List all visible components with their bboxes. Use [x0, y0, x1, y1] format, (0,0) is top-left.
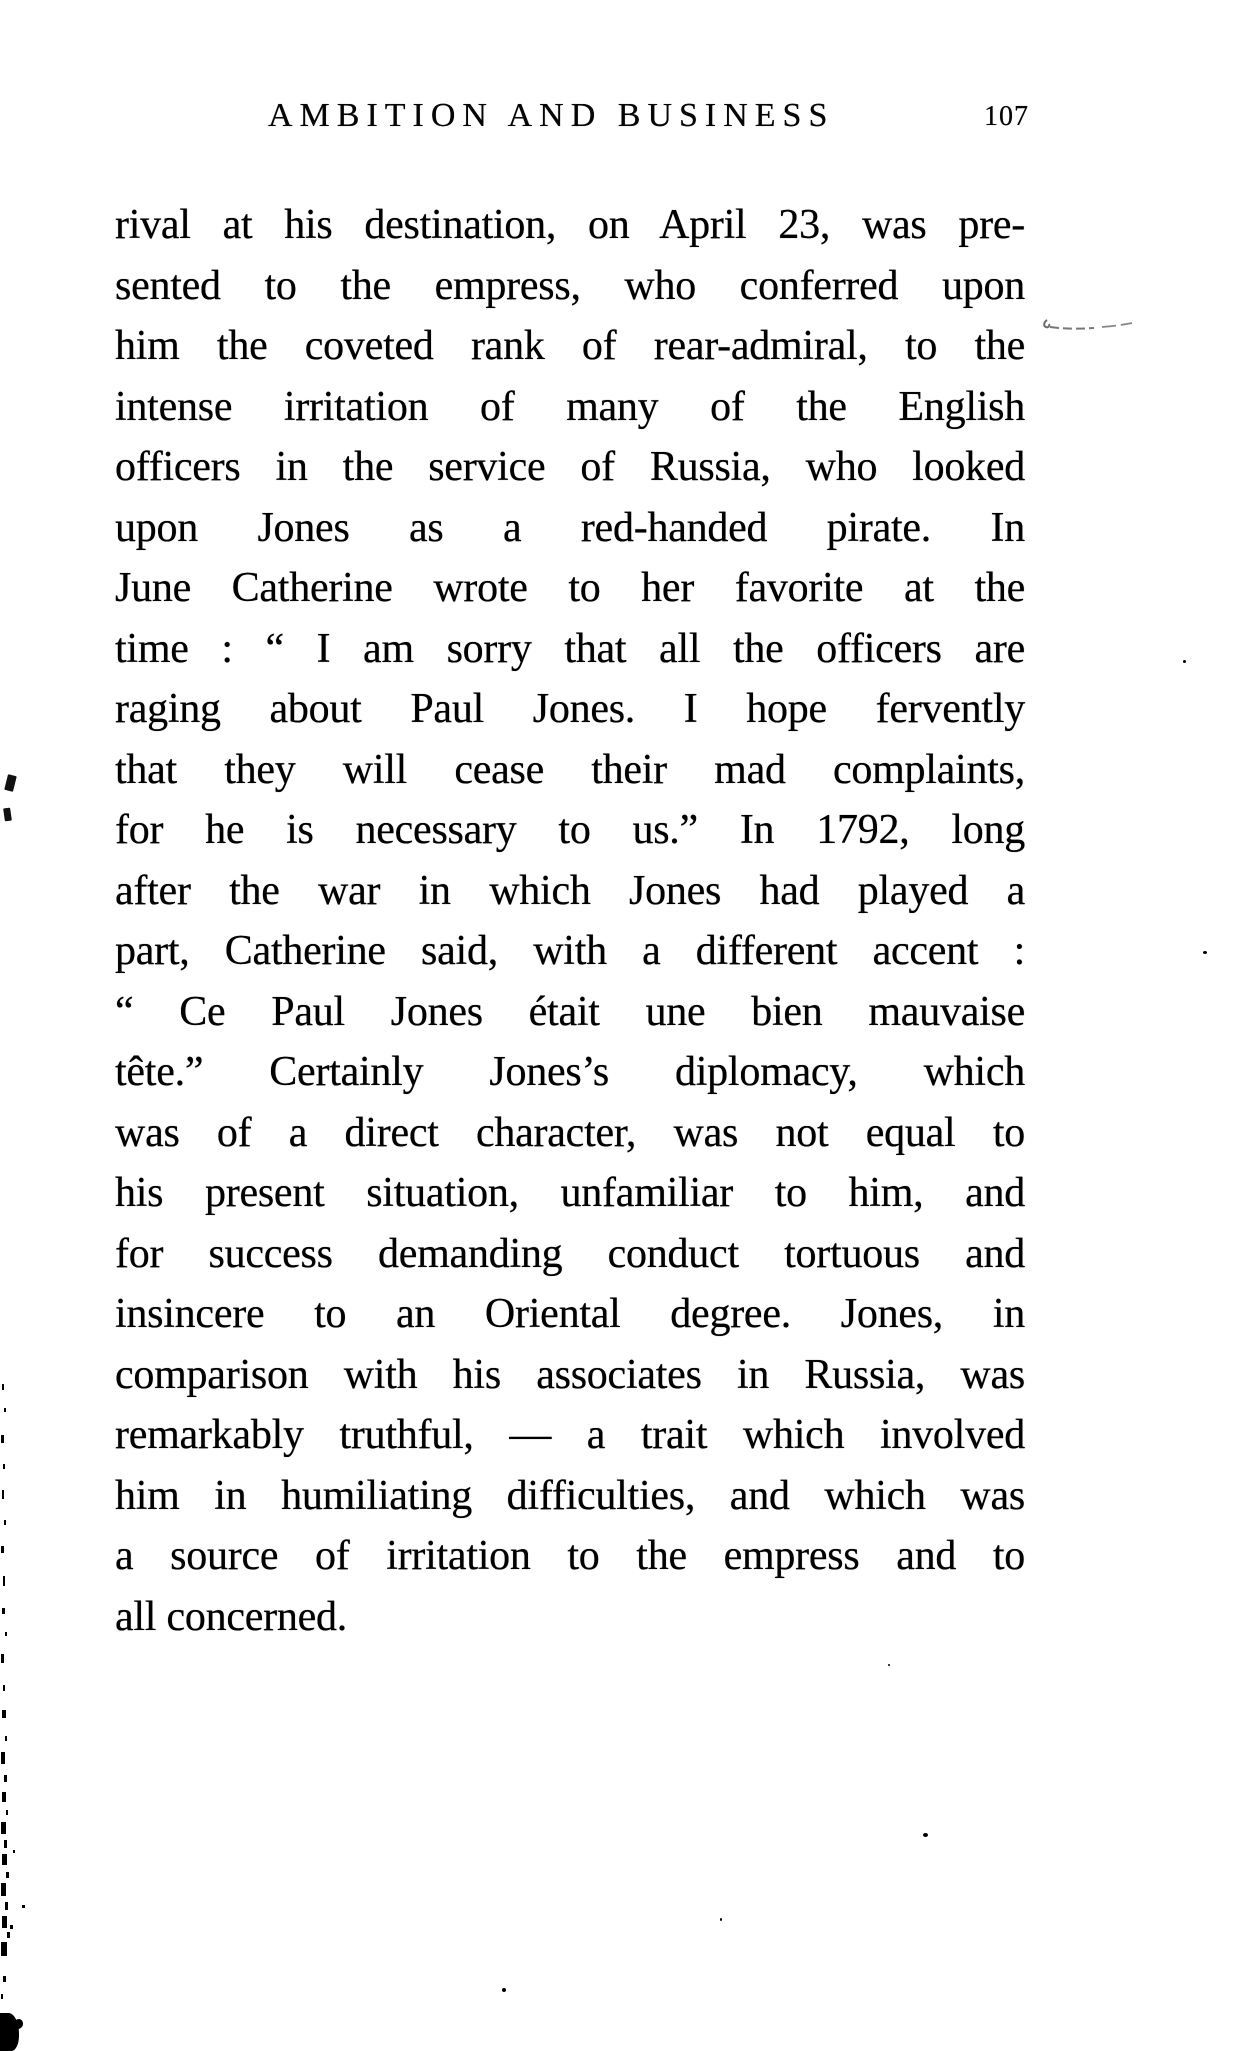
text-line: raging about Paul Jones. I hope fervently [115, 686, 1025, 732]
dust-speck [1203, 951, 1207, 954]
dust-speck [888, 1664, 890, 1666]
ink-speck [3, 808, 12, 822]
text-line: that they will cease their mad complaints, [115, 746, 1025, 793]
dust-speck [720, 1918, 722, 1921]
scan-smudge [0, 2013, 19, 2051]
text-line: rival at his destination, on April 23, was pre- [115, 202, 1025, 248]
text-line: for success demanding conduct tortuous and [115, 1230, 1025, 1277]
text-line: him the coveted rank of rear-admiral, to the [115, 323, 1025, 369]
text-line: after the war in which Jones had played a [115, 867, 1025, 914]
pencil-margin-mark [1040, 314, 1144, 340]
text-line: insincere to an Oriental degree. Jones, in [115, 1291, 1025, 1337]
text-line: sented to the empress, who conferred upon [115, 262, 1025, 309]
binding-noise [0, 1380, 28, 2051]
text-line: officers in the service of Russia, who looked [115, 444, 1025, 490]
dust-speck [502, 1988, 506, 1992]
dust-speck [923, 1833, 928, 1837]
text-line: “ Ce Paul Jones était une bien mauvaise [115, 988, 1025, 1035]
text-line: part, Catherine said, with a different accent : [115, 928, 1025, 974]
text-column [115, 195, 1025, 1647]
text-line: time : “ I am sorry that all the officers are [115, 625, 1025, 672]
text-line: a source of irritation to the empress and to [115, 1533, 1025, 1579]
text-line: was of a direct character, was not equal to [115, 1109, 1025, 1156]
text-line: remarkably truthful, — a trait which involved [115, 1412, 1025, 1458]
text-line: comparison with his associates in Russia, was [115, 1351, 1025, 1398]
text-line: tête.” Certainly Jones’s diplomacy, which [115, 1049, 1025, 1095]
text-line: him in humiliating difficulties, and which was [115, 1472, 1025, 1519]
running-head-title: AMBITION AND BUSINESS [268, 97, 835, 134]
text-line: June Catherine wrote to her favorite at the [115, 565, 1025, 611]
dust-speck [1183, 660, 1186, 663]
text-line: his present situation, unfamiliar to him, and [115, 1170, 1025, 1216]
text-line: all concerned. [115, 1593, 348, 1640]
page-number: 107 [984, 101, 1029, 132]
text-line: for he is necessary to us.” In 1792, long [115, 807, 1025, 853]
ink-speck [4, 774, 17, 792]
text-line: intense irritation of many of the English [115, 383, 1025, 430]
text-line: upon Jones as a red-handed pirate. In [115, 504, 1025, 551]
